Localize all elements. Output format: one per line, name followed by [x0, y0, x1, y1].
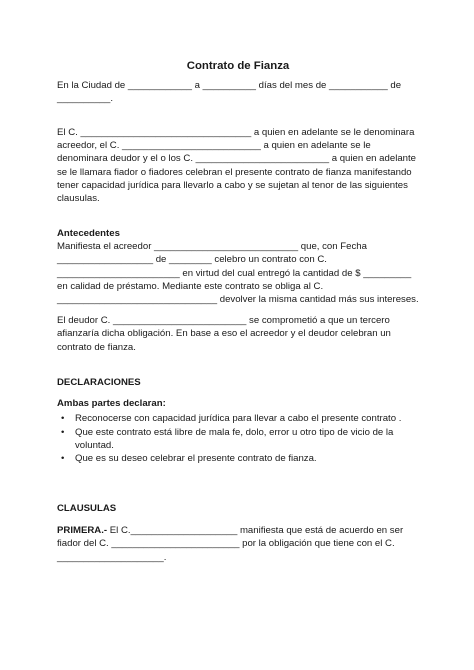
parties-paragraph: El C. ________________________________ a quien en adelante se le denominara acreedor, el C. __________________________ a quien en adelante se le denominara deudor y el o los C. _________________________ a quien en adelante se le llamara fiador o fiadores celebran el presente contrato de fianza manifestando tener capacidad jurídica para llevarlo a cabo y se sujetan al tenor de las siguientes clausulas.: [57, 127, 416, 205]
antecedentes-heading: Antecedentes: [57, 228, 120, 239]
intro-block: [57, 79, 419, 105]
document-title: Contrato de Fianza: [186, 60, 290, 72]
antecedentes-paragraph-1: Manifiesta el acreedor ___________________________ que, con Fecha __________________ de ________ celebro un contrato con C. _______________________ en virtud del cual entregó la cantidad de $ _________ en calidad de préstamo. Mediante este contrato se obliga al C. ______________________________ devolver la misma cantidad más sus intereses.: [57, 241, 419, 306]
list-item: • Que es su deseo celebrar el presente contrato de fianza.: [57, 452, 419, 465]
declaraciones-heading: DECLARACIONES: [57, 377, 141, 388]
parties-block: [57, 126, 419, 205]
declaraciones-subheading: Ambas partes declaran:: [57, 398, 166, 410]
clausulas-heading: CLAUSULAS: [57, 503, 117, 514]
antecedentes-section: [57, 227, 419, 354]
antecedentes-paragraph-2: El deudor C. _________________________ se comprometió a que un tercero afianzaría dicha obligación. En base a eso el acreedor y el deudor celebran un contrato de fianza.: [57, 315, 391, 353]
declaraciones-list: [57, 412, 419, 465]
primera-clausula: [57, 524, 419, 564]
list-item: • Que este contrato está libre de mala fe, dolo, error u otro tipo de vicio de la voluntad.: [57, 426, 419, 452]
primera-text: El C.____________________ manifiesta que está de acuerdo en ser fiador del C. ________________________ por la obligación que tiene con el C. ____________________.: [57, 525, 404, 563]
clausulas-section: [57, 502, 419, 564]
primera-label: PRIMERA.-: [57, 525, 108, 537]
intro-paragraph: En la Ciudad de ____________ a __________ días del mes de ___________ de __________.: [57, 80, 402, 105]
list-item: • Reconocerse con capacidad jurídica para llevar a cabo el presente contrato .: [57, 412, 419, 425]
declaraciones-section: [57, 376, 419, 465]
